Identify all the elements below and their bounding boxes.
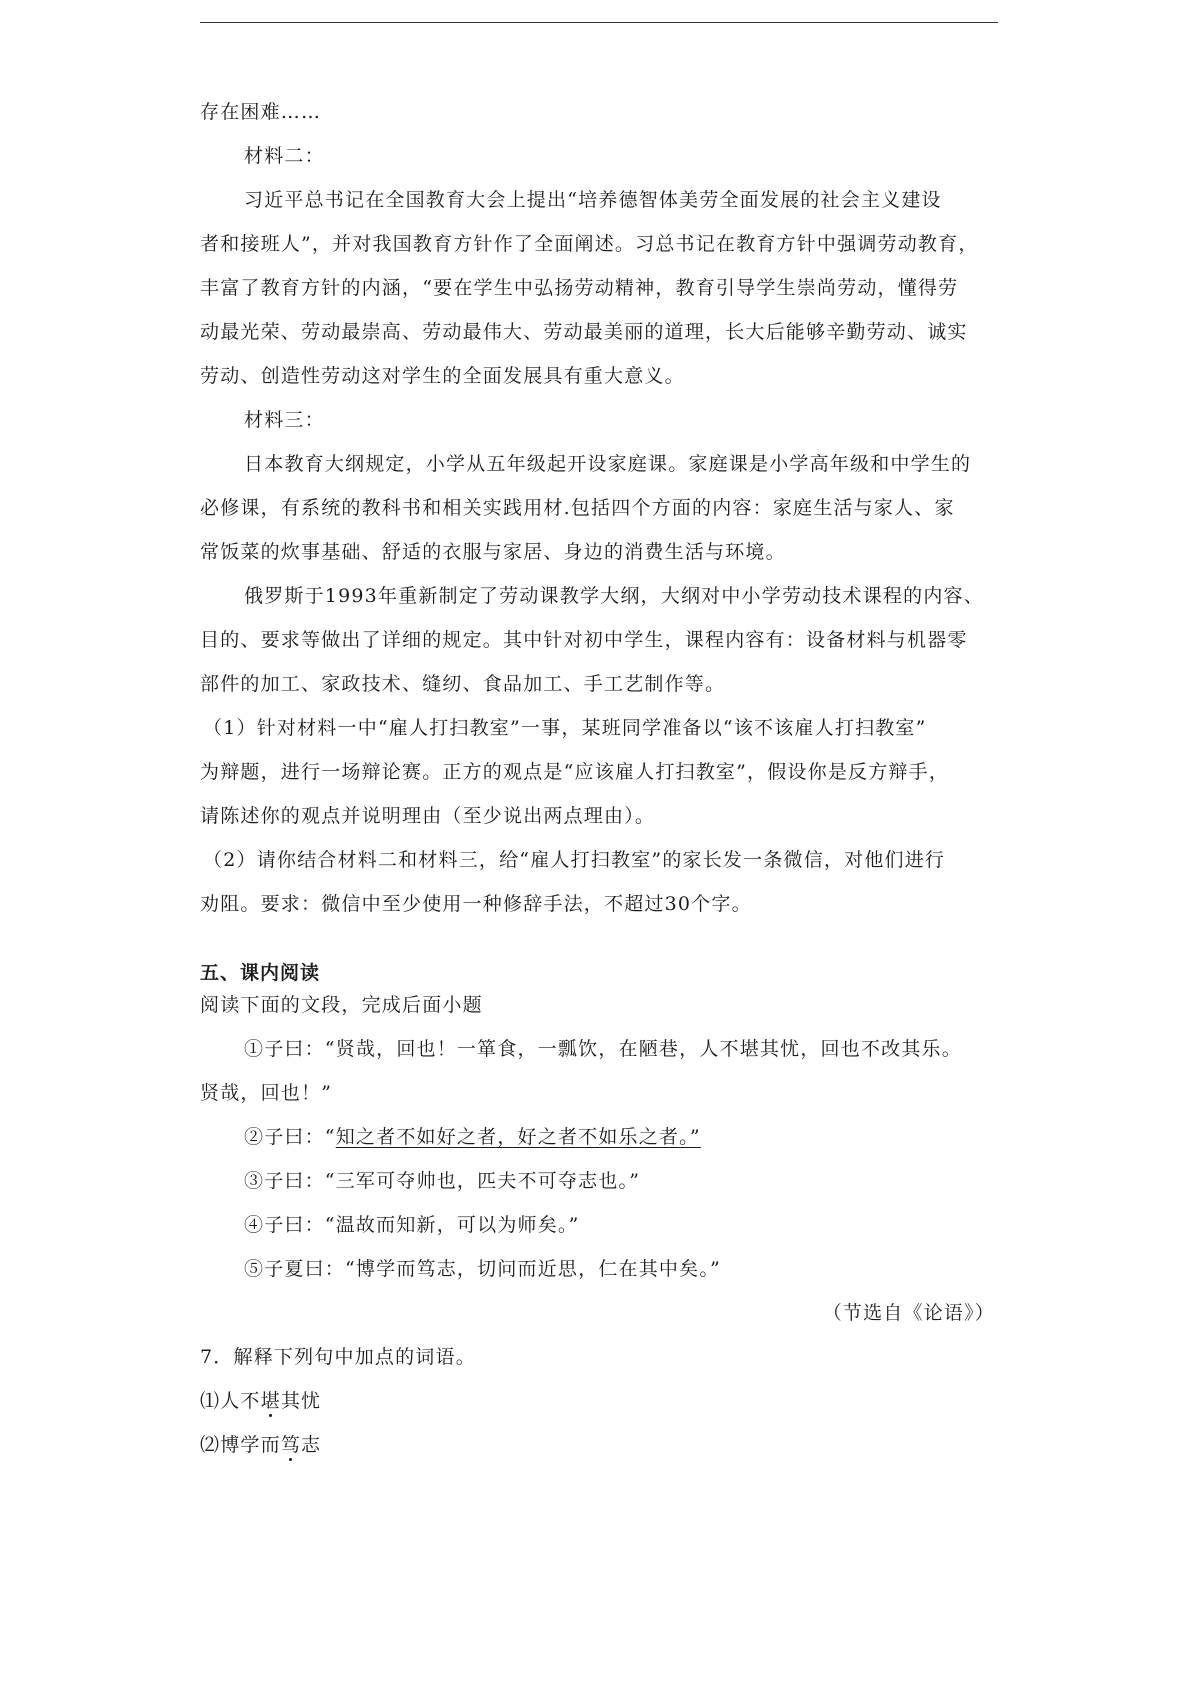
reading-line: ①子曰：“贤哉，回也！一箪食，一瓢饮，在陋巷，人不堪其忧，回也不改其乐。 [244, 1038, 962, 1060]
text-line: 目的、要求等做出了详细的规定。其中针对初中学生，课程内容有：设备材料与机器零 [200, 629, 968, 651]
text-line: 俄罗斯于1993年重新制定了劳动课教学大纲，大纲对中小学劳动技术课程的内容、 [244, 585, 984, 607]
dotted-word: 笃 [280, 1434, 302, 1456]
question-line: （2）请你结合材料二和材料三，给“雇人打扫教室”的家长发一条微信，对他们进行 [203, 849, 946, 871]
question-7-item-2 [200, 1432, 998, 1458]
text-line: 部件的加工、家政技术、缝纫、食品加工、手工艺制作等。 [200, 673, 726, 695]
material-label: 材料三： [244, 409, 325, 431]
text-line: 丰富了教育方针的内涵，“要在学生中弘扬劳动精神，教育引导学生崇尚劳动，懂得劳 [200, 277, 959, 299]
section-instruction: 阅读下面的文段，完成后面小题 [200, 994, 483, 1016]
question-7: 7．解释下列句中加点的词语。 [200, 1346, 476, 1368]
item-text: ⑴人不 [200, 1390, 261, 1412]
reading-line: 贤哉，回也！” [200, 1082, 333, 1104]
reading-line [244, 1124, 998, 1150]
question-line: 为辩题，进行一场辩论赛。正方的观点是“应该雇人打扫教室”，假设你是反方辩手， [200, 761, 950, 783]
reading-line: ⑤子夏曰：“博学而笃志，切问而近思，仁在其中矣。” [244, 1258, 721, 1280]
item-text: 志 [301, 1434, 322, 1456]
text-line: 存在困难…… [200, 101, 322, 123]
text-line: 必修课，有系统的教科书和相关实践用材.包括四个方面的内容：家庭生活与家人、家 [200, 497, 955, 519]
question-7-item-1 [200, 1388, 998, 1414]
text-line: 习近平总书记在全国教育大会上提出“培养德智体美劳全面发展的社会主义建设 [244, 189, 942, 211]
text-line: 者和接班人”，并对我国教育方针作了全面阐述。习总书记在教育方针中强调劳动教育， [200, 233, 979, 255]
text-line: 劳动、创造性劳动这对学生的全面发展具有重大意义。 [200, 365, 685, 387]
text-line: 常饭菜的炊事基础、舒适的衣服与家居、身边的消费生活与环境。 [200, 541, 786, 563]
dotted-word: 堪 [260, 1390, 281, 1412]
question-line: （1）针对材料一中“雇人打扫教室”一事，某班同学准备以“该不该雇人打扫教室” [203, 717, 927, 739]
underlined-sentence: 知之者不如好之者，好之者不如乐之者。” [335, 1126, 701, 1148]
question-line: 劝阻。要求：微信中至少使用一种修辞手法，不超过30个字。 [200, 893, 752, 915]
item-text: 其忧 [280, 1390, 322, 1412]
source-citation: （节选自《论语》） [822, 1302, 995, 1324]
material-label: 材料二： [244, 145, 325, 167]
header-rule [200, 22, 998, 23]
reading-prefix: ②子曰：“ [244, 1126, 336, 1148]
reading-line: ④子曰：“温故而知新，可以为师矣。” [244, 1214, 580, 1236]
item-text: ⑵博学而 [200, 1434, 281, 1456]
reading-line: ③子曰：“三军可夺帅也，匹夫不可夺志也。” [244, 1170, 641, 1192]
text-line: 日本教育大纲规定，小学从五年级起开设家庭课。家庭课是小学高年级和中学生的 [244, 453, 972, 475]
section-heading: 五、课内阅读 [200, 962, 321, 984]
question-line: 请陈述你的观点并说明理由（至少说出两点理由）。 [200, 805, 656, 827]
text-line: 动最光荣、劳动最崇高、劳动最伟大、劳动最美丽的道理，长大后能够辛勤劳动、诚实 [200, 321, 968, 343]
